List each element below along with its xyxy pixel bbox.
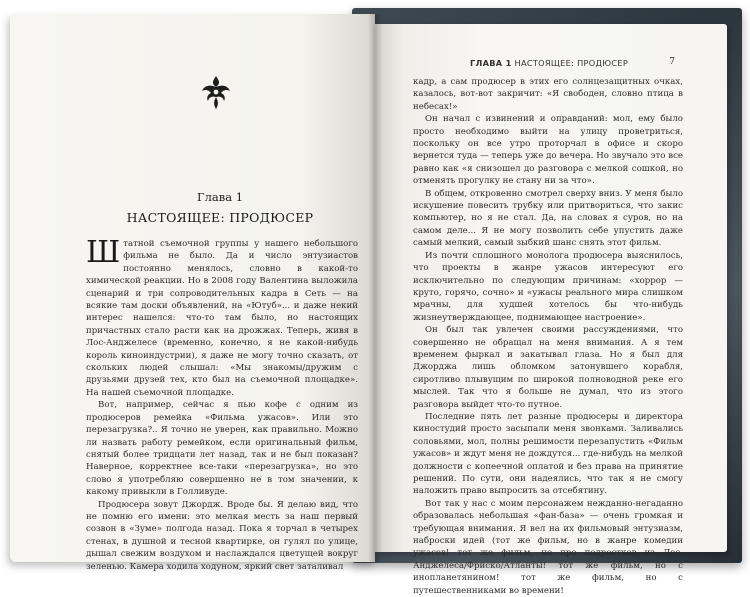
paragraph: кадр, а сам продюсер в этих его солнцезащитных очках, казалось, вот-вот закричит: «Я свободен, словно птица в небесах!» (413, 77, 683, 112)
chapter-number: Глава 1 (196, 190, 244, 204)
paragraph: Вот, например, сейчас я пью кофе с одним из продюсеров ремейка «Фильма ужасов». Или это перезагрузка?.. Я точно не уверен, как правильно. Можно ли назвать работу ремейком, если оригинальный фильм, снятый более тридцати лет назад, так и не был показан? Наверное, корректнее все-таки «перезагрузка», но это слово я употребляю совершенно не в том значении, к какому привыкли в Голливуде. (86, 400, 358, 498)
chapter-title: НАСТОЯЩЕЕ: ПРОДЮСЕР (126, 210, 314, 225)
running-head (470, 58, 740, 68)
running-head-chapter: ГЛАВА 1 (470, 58, 512, 68)
paragraph: Последние пять лет разные продюсеры и директора киностудий просто засыпали меня звонками. Заливались соловьями, мол, полны решимости перезапустить «Фильм ужасов» и ждут меня не дождутся... где-нибудь на мелкой должности с копеечной оплатой и без права на принятие решений. По сути, они надеялись, что так я не смогу наложить право выпросить за отсебятину. (413, 411, 683, 497)
page-number: 7 (669, 57, 675, 67)
paragraph: Он был так увлечен своими рассуждениями, что совершенно не обращал на меня внимания. А я тем временем фыркал и закатывал глаза. Но я был для Джорджа лишь обломком затонувшего корабля, сиротливо плывущим по широкой полноводной реке его мыслей. Так что я больше не думал, что из этого разговора выйдет что-то путное. (413, 325, 683, 410)
paragraph: Штатной съемочной группы у нашего небольшого фильма не было. Да и число энтузиастов постоянно менялось, словно в какой-то химической реакции. Но в 2008 году Валентина выложила сценарий и три сопроводительных кадра в Сеть — на всякие там доски объявлений, на «Ютуб»... и даже некий интерес нашелся: что-то там было, но настоящих причастных стало расти как на дрожжах. Теперь, живя в Лос-Анджелесе (временно, конечно, я не какой-нибудь король киноиндустрии), я даже не могу точно сказать, от скольких людей слышал: «Мы знакомы/дружим с друзьями друзей тех, кто был на съемочной площадке». На нашей съемочной площадке. (86, 235, 358, 398)
right-page (375, 24, 727, 596)
left-body-text (86, 235, 358, 573)
paragraph: Он начал с извинений и оправданий: мол, ему было просто необходимо выйти на улицу проветриться, поскольку он все утро проторчал в офисе и скоро вернется туда — теперь уже до вечера. Но звучало это все равно как «я снизошел до разговора с мелкой сошкой, но отменять прогулку не стану ни за что». (413, 114, 683, 187)
paragraph: Продюсера зовут Джордж. Вроде бы. Я делаю вид, что не помню его имени: это мелкая месть за наш первый созвон в «Зуме» полгода назад. Пока я торчал в четырех стенах, в душной и тесной квартирке, он гулял по улице, дышал свежим воздухом и наслаждался цветущей вокруг зеленью. Камера ходила ходуном, яркий свет заталивал (86, 499, 358, 572)
left-page (10, 14, 375, 572)
book-gutter (368, 14, 382, 562)
paragraph: Из почти сплошного монолога продюсера выяснилось, что проекты в жанре ужасов интересуют его исключительно по следующим причинам: «хоррор — круто, горячо, сочно» и «ужасы реального мира слишком мрачны, для худшей хотелось бы что-нибудь жизнеутверждающее, поднимающее настроение». (413, 250, 683, 323)
right-body-text (413, 76, 683, 597)
fleuron-ornament-icon (196, 72, 236, 112)
paragraph: В общем, откровенно смотрел сверху вниз. У меня было искушение повесить трубку или притвориться, что закис компьютер, но я не стал. Да, на словах я суров, но на самом деле... Я не могу позволить себе упустить даже самый мелкий, самый зыбкий шанс снять этот фильм. (413, 188, 683, 249)
paragraph: Вот так у нас с моим персонажем нежданно-негаданно образовалась небольшая «фан-база» — очень громкая и требующая внимания. Я вел на их фильмовый энтузиазм, наброски идей (тот же фильм, но в жанре комедии ужасов! тот же фильм, но про подростков из Лос-Анджелеса/Фриско/Атланты! тот же фильм, но с инопланетянином! тот же фильм, но с путешественниками во времени! (413, 498, 683, 596)
running-head-title: НАСТОЯЩЕЕ: ПРОДЮСЕР (514, 58, 629, 68)
drop-cap: Ш (86, 235, 121, 270)
